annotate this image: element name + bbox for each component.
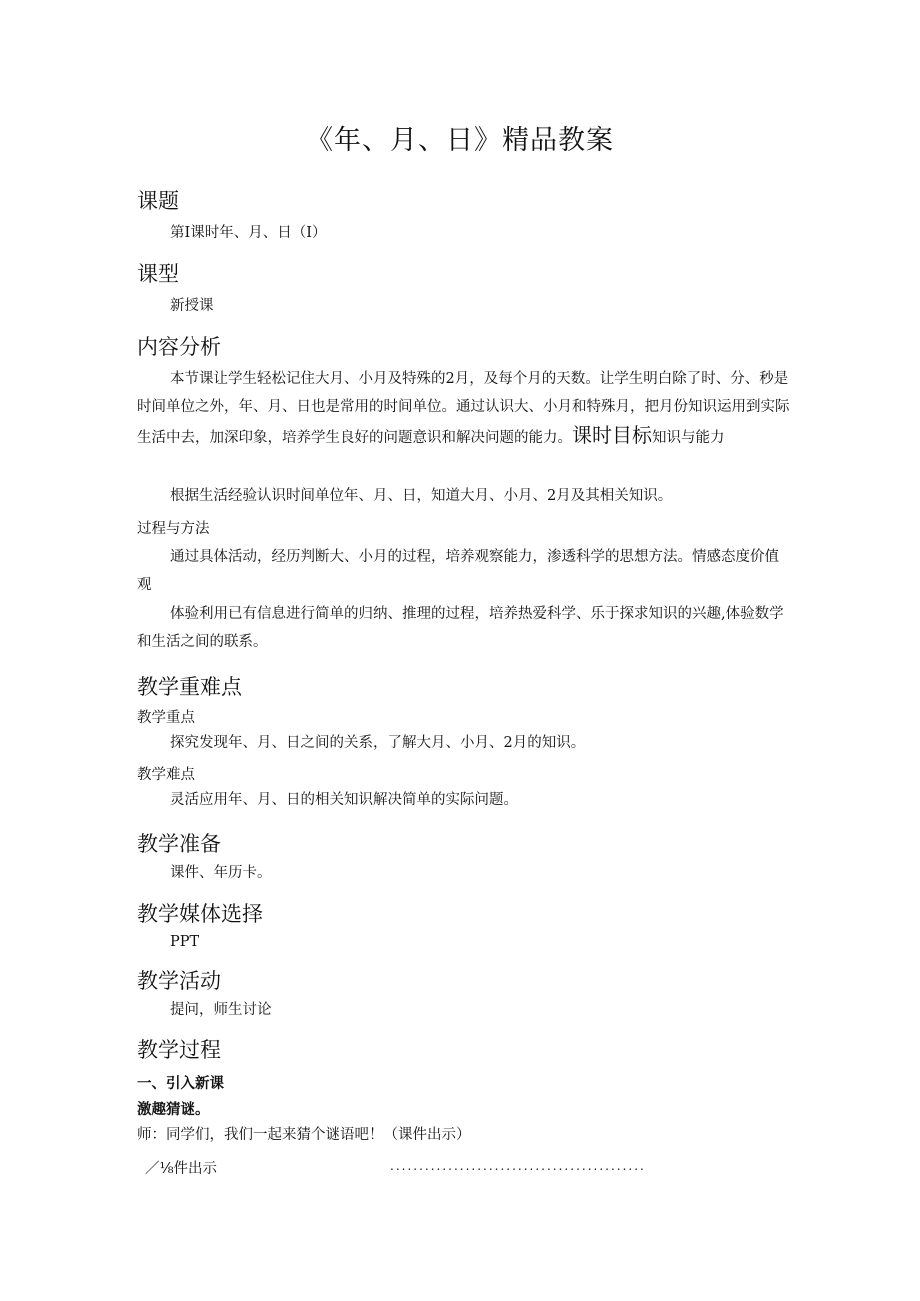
heading-topic: 课题 [137, 189, 179, 213]
preparation-text: 课件、年历卡。 [170, 865, 272, 881]
process-method-text: 通过具体活动，经历判断大、小月的过程，培养观察能力，渗透科学的思想方法。情感态度价值观 [137, 549, 779, 593]
heading-content-analysis: 内容分析 [137, 335, 221, 359]
step-intro-label: 一、引入新课 [137, 1075, 224, 1092]
media-text: PPT [170, 934, 200, 950]
content-analysis-paragraph [137, 365, 793, 452]
toc-label: ／⅛件出示 [145, 1161, 218, 1177]
heading-lesson-goals: 课时目标 [572, 423, 652, 447]
difficulty-text: 灵活应用年、月、日的相关知识解决简单的实际问题。 [170, 792, 518, 808]
heading-process: 教学过程 [137, 1038, 221, 1062]
key-point-label: 教学重点 [137, 710, 195, 726]
lesson-type-text: 新授课 [170, 298, 214, 314]
toc-line [145, 1157, 785, 1178]
key-point-text: 探究发现年、月、日之间的关系，了解大月、小月、2月的知识。 [170, 735, 586, 751]
topic-text: 第Ⅰ课时年、月、日（Ⅰ） [170, 225, 327, 241]
attitude-text: 体验利用已有信息进行简单的归纳、推理的过程，培养热爱科学、乐于探求知识的兴趣,体验数学和生活之间的联系。 [137, 606, 784, 650]
content-analysis-text: 本节课让学生轻松记住大月、小月及特殊的2月，及每个月的天数。让学生明白除了时、分、秒是时间单位之外，年、月、日也是常用的时间单位。通过认识大、小月和特殊月，把月份知识运用到实际生活中去，加深印象，培养学生良好的问题意识和解决问题的能力。 [137, 371, 790, 446]
teacher-line: 师：同学们，我们一起来猜个谜语吧！（课件出示） [137, 1127, 471, 1143]
difficulty-label: 教学难点 [137, 767, 195, 783]
heading-media: 教学媒体选择 [137, 902, 263, 926]
process-method-label: 过程与方法 [137, 521, 210, 537]
heading-lesson-type: 课型 [137, 262, 179, 286]
page-title: 《年、月、日》精品教案 [306, 125, 614, 156]
toc-dots: ............................................ [390, 1159, 646, 1173]
activity-text: 提问，师生讨论 [170, 1002, 272, 1018]
heading-activity: 教学活动 [137, 969, 221, 993]
goals-knowledge-label: 知识与能力 [652, 430, 725, 446]
heading-preparation: 教学准备 [137, 832, 221, 856]
riddle-label: 激趣猜谜。 [137, 1101, 210, 1118]
knowledge-text: 根据生活经验认识时间单位年、月、日，知道大月、小月、2月及其相关知识。 [170, 488, 673, 504]
heading-key-points: 教学重难点 [137, 675, 242, 699]
